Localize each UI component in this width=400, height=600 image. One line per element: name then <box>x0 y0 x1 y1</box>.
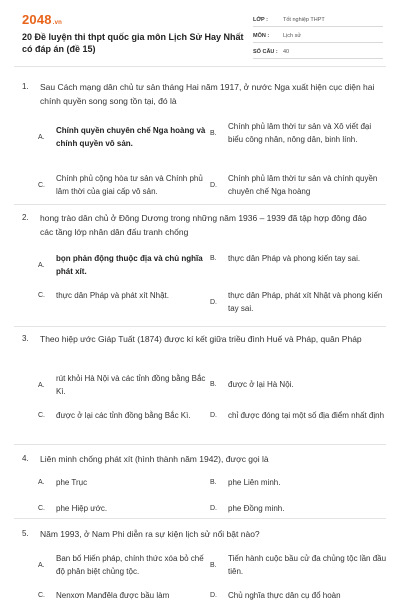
option-a[interactable] <box>38 372 210 398</box>
option-text: Chính phủ lâm thời tư sản và chính quyền chuyên chế Nga hoàng <box>228 174 378 196</box>
option-letter: D. <box>210 181 217 189</box>
option-d[interactable] <box>210 589 388 600</box>
option-c[interactable] <box>38 409 210 422</box>
meta-label: MÔN : <box>253 32 270 39</box>
option-c[interactable] <box>38 172 210 198</box>
meta-value: Tốt nghiệp THPT <box>283 16 325 23</box>
option-text: Chính quyền chuyên chế Nga hoàng và chính quyền vô sản. <box>56 126 206 148</box>
option-letter: C. <box>38 292 45 299</box>
meta-row-count <box>253 45 383 59</box>
option-text: thực dân Pháp và phong kiến tay sai. <box>228 254 361 263</box>
option-letter: A. <box>38 133 45 141</box>
option-letter: D. <box>210 412 217 419</box>
option-c[interactable] <box>38 589 210 600</box>
option-letter: C. <box>38 505 45 512</box>
option-text: thực dân Pháp và phát xít Nhật. <box>56 291 169 300</box>
option-letter: B. <box>210 479 217 486</box>
meta-row-grade <box>253 13 383 27</box>
option-letter: D. <box>210 505 217 512</box>
option-text: thực dân Pháp, phát xít Nhật và phong kiến tay sai. <box>228 291 383 313</box>
option-a[interactable] <box>38 252 210 278</box>
question-divider <box>14 326 386 327</box>
page-header <box>0 0 400 62</box>
logo-suffix: .vn <box>52 20 63 26</box>
option-letter: B. <box>210 561 217 569</box>
option-text: Chính phủ lâm thời tư sản và Xô viết đại biểu công nhân, nông dân, binh lính. <box>228 122 372 144</box>
option-text: Nenxơn Manđêla được bầu làm <box>56 591 170 600</box>
question-text: hong trào dân chủ ở Đông Dương trong những năm 1936 – 1939 đã tập hợp đông đảo các tầng lớp nhân dân đấu tranh chống <box>40 213 367 237</box>
document-title: 20 Đề luyện thi thpt quốc gia môn Lịch Sử Hay Nhất có đáp án (đề 15) <box>22 32 244 54</box>
meta-value: Lịch sử <box>283 32 302 39</box>
question-number: 1. <box>22 82 29 91</box>
meta-label: LỚP : <box>253 16 268 23</box>
question-text: Liên minh chống phát xít (hình thành năm 1942), được gọi là <box>40 454 269 464</box>
site-logo[interactable] <box>22 12 62 27</box>
option-text: Chủ nghĩa thực dân cụ đổ hoàn <box>228 591 341 600</box>
meta-value: 40 <box>283 48 290 55</box>
option-text: phe Liên minh. <box>228 478 281 487</box>
option-letter: D. <box>210 592 217 599</box>
option-letter: B. <box>210 381 217 388</box>
question-divider <box>14 444 386 445</box>
option-b[interactable] <box>210 252 388 265</box>
option-letter: B. <box>210 129 217 137</box>
question-number: 2. <box>22 213 29 222</box>
option-text: được ở lại Hà Nội. <box>228 380 294 389</box>
document-meta <box>253 13 383 61</box>
option-letter: D. <box>210 298 217 306</box>
option-letter: C. <box>38 412 45 419</box>
meta-row-subject <box>253 29 383 43</box>
option-letter: A. <box>38 479 45 486</box>
question-text: Theo hiệp ước Giáp Tuất (1874) được kí kết giữa triều đình Huế và Pháp, quân Pháp <box>40 334 362 344</box>
meta-label: SỐ CÂU : <box>253 48 278 55</box>
option-letter: A. <box>38 381 45 389</box>
option-c[interactable] <box>38 502 210 515</box>
question-number: 5. <box>22 529 29 538</box>
option-text: Tiến hành cuộc bầu cử đa chủng tộc lần đầu tiên. <box>228 554 387 576</box>
option-a[interactable] <box>38 124 210 150</box>
question-text: Năm 1993, ở Nam Phi diễn ra sự kiện lịch sử nổi bật nào? <box>40 529 260 539</box>
option-d[interactable] <box>210 172 388 198</box>
option-c[interactable] <box>38 289 210 302</box>
option-text: được ở lại các tỉnh đồng bằng Bắc Kì. <box>56 411 191 420</box>
option-letter: C. <box>38 592 45 599</box>
option-text: phe Trục <box>56 478 88 487</box>
option-d[interactable] <box>210 502 388 515</box>
option-text: Ban bố Hiến pháp, chính thức xóa bỏ chế độ phân biệt chủng tộc. <box>56 554 204 576</box>
option-letter: B. <box>210 255 217 262</box>
option-letter: C. <box>38 181 45 189</box>
question-number: 3. <box>22 334 29 343</box>
option-a[interactable] <box>38 552 210 578</box>
option-text: bọn phản động thuộc địa và chủ nghĩa phát xít. <box>56 254 203 276</box>
option-b[interactable] <box>210 378 388 391</box>
option-d[interactable] <box>210 289 388 315</box>
option-b[interactable] <box>210 552 388 578</box>
question-divider <box>14 518 386 519</box>
option-letter: A. <box>38 561 45 569</box>
option-text: Chính phủ cộng hòa tư sản và Chính phủ lâm thời của giai cấp vô sản. <box>56 174 203 196</box>
option-b[interactable] <box>210 120 388 146</box>
option-a[interactable] <box>38 476 210 489</box>
option-letter: A. <box>38 261 45 269</box>
question-divider <box>14 204 386 205</box>
header-divider <box>14 66 386 67</box>
question-text: Sau Cách mạng dân chủ tư sản tháng Hai năm 1917, ở nước Nga xuất hiện cục diện hai chính quyền song song tồn tại, đó là <box>40 82 375 106</box>
option-text: rút khỏi Hà Nội và các tỉnh đồng bằng Bắc Kì. <box>56 374 206 396</box>
logo-text: 2048 <box>22 12 52 27</box>
option-text: phe Đồng minh. <box>228 504 285 513</box>
option-b[interactable] <box>210 476 388 489</box>
option-text: phe Hiệp ước. <box>56 504 108 513</box>
question-number: 4. <box>22 454 29 463</box>
option-text: chỉ được đóng tại một số địa điểm nhất định <box>228 411 385 420</box>
option-d[interactable] <box>210 409 388 422</box>
